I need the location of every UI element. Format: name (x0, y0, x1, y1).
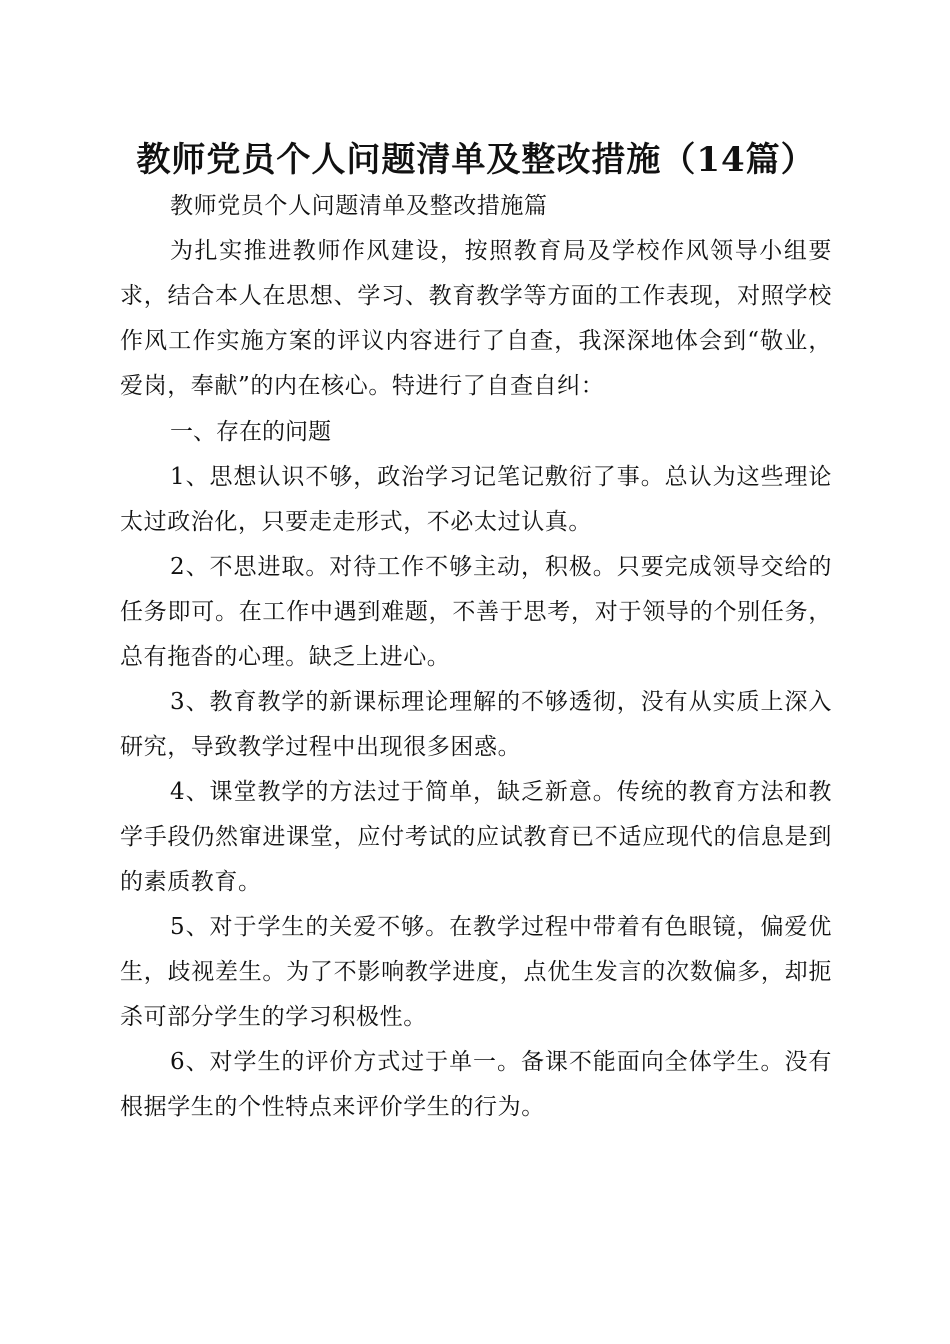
section-heading: 一、存在的问题 (170, 419, 331, 445)
problem-item: 2、不思进取。对待工作不够主动，积极。只要完成领导交给的任务即可。在工作中遇到难题，不善于思考，对于领导的个别任务，总有拖沓的心理。缺乏上进心。 (120, 554, 832, 670)
problem-item: 5、对于学生的关爱不够。在教学过程中带着有色眼镜，偏爱优生，歧视差生。为了不影响教学进度，点优生发言的次数偏多，却扼杀可部分学生的学习积极性。 (120, 914, 832, 1030)
problem-item: 6、对学生的评价方式过于单一。备课不能面向全体学生。没有根据学生的个性特点来评价学生的行为。 (120, 1049, 832, 1120)
problem-item: 4、课堂教学的方法过于简单，缺乏新意。传统的教育方法和教学手段仍然窜进课堂，应付考试的应试教育已不适应现代的信息是到的素质教育。 (120, 779, 832, 895)
document-subtitle: 教师党员个人问题清单及整改措施篇 (170, 193, 548, 219)
document-title: 教师党员个人问题清单及整改措施（14篇） (136, 140, 816, 180)
problem-item: 1、思想认识不够，政治学习记笔记敷衍了事。总认为这些理论太过政治化，只要走走形式，不必太过认真。 (120, 464, 832, 535)
intro-paragraph: 为扎实推进教师作风建设，按照教育局及学校作风领导小组要求，结合本人在思想、学习、教育教学等方面的工作表现，对照学校作风工作实施方案的评议内容进行了自查，我深深地体会到“敬业，爱岗，奉献”的内在核心。特进行了自查自纠： (120, 238, 832, 399)
problem-item: 3、教育教学的新课标理论理解的不够透彻，没有从实质上深入研究，导致教学过程中出现很多困惑。 (120, 689, 832, 760)
